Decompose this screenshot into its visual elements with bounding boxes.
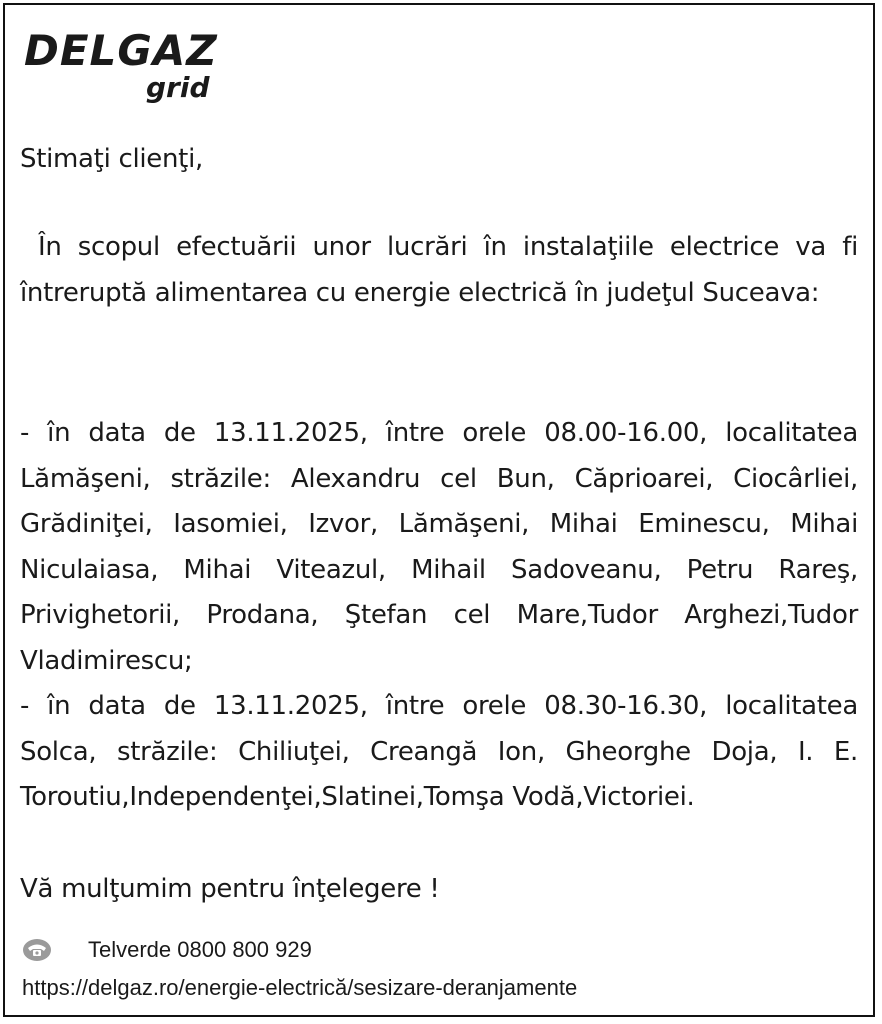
telephone-icon [22, 938, 52, 962]
outage-item-lamaseni: - în data de 13.11.2025, între orele 08.00-16.00, localitatea Lămăşeni, străzile: Alexandru cel Bun, Căprioarei, Ciocârliei, Grădiniţei, Iasomiei, Izvor, Lămăşeni, Mihai Eminescu, Mihai Niculaiasa, Mihai Viteazul, Mihail Sadoveanu, Petru Rareş, Privighetorii, Prodana, Ştefan cel Mare,Tudor Arghezi,Tudor Vladimirescu; [20, 418, 858, 676]
delgaz-grid-logo [24, 26, 224, 106]
intro-paragraph: În scopul efectuării unor lucrări în instalaţiile electrice va fi întreruptă alimentarea cu energie electrică în judeţul Suceava: [20, 232, 858, 308]
logo-wordmark: DELGAZ [24, 26, 218, 75]
logo-subtitle: grid [146, 71, 210, 104]
phone-number: Telverde 0800 800 929 [88, 937, 312, 962]
outage-item-solca: - în data de 13.11.2025, între orele 08.30-16.30, localitatea Solca, străzile: Chiliuţei, Creangă Ion, Gheorghe Doja, I. E. Toroutiu,Independenţei,Slatinei,Tomşa Vodă,Victoriei. [20, 691, 858, 812]
greeting: Stimaţi clienţi, [20, 144, 203, 174]
report-url-link[interactable]: https://delgaz.ro/energie-electrică/sesizare-deranjamente [22, 975, 578, 1000]
thanks-message: Vă mulţumim pentru înţelegere ! [20, 874, 440, 904]
contact-row [20, 935, 620, 965]
